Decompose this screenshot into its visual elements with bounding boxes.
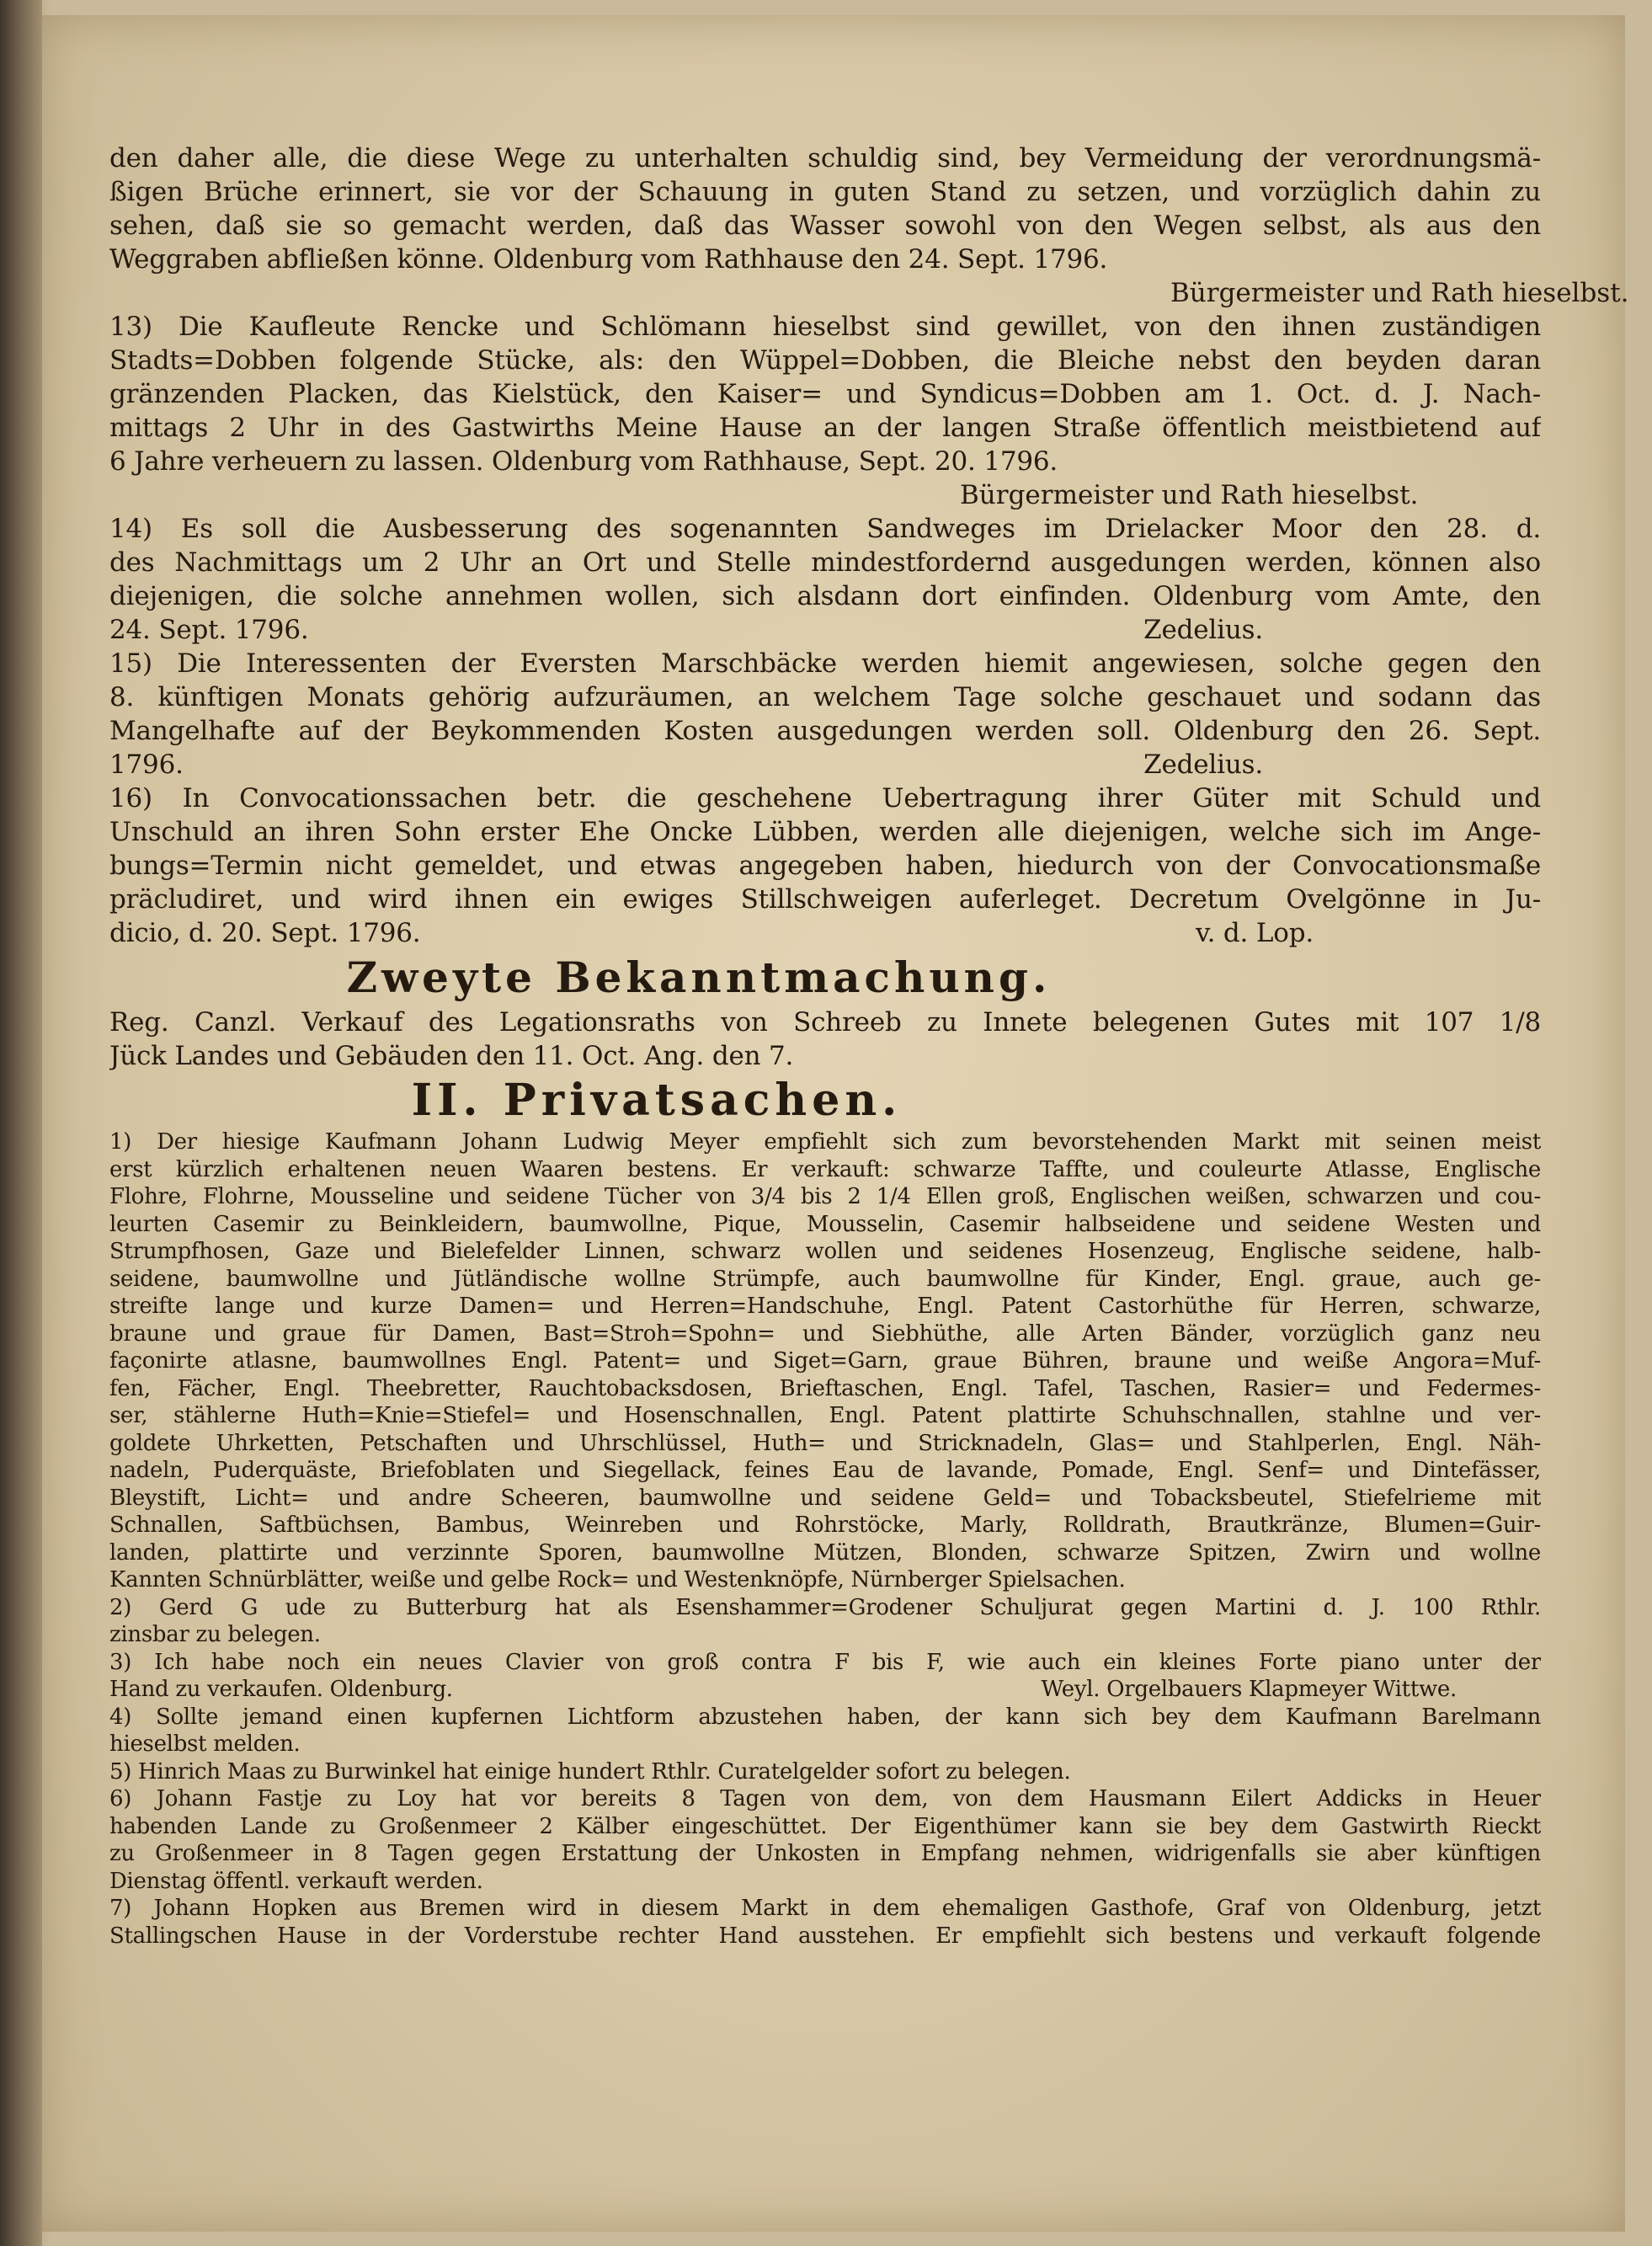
text-line: 14) Es soll die Ausbesserung des sogenannten Sandweges im Drielacker Moor den 28. d. xyxy=(109,514,1541,544)
signature: Weyl. Orgelbauers Klapmeyer Wittwe. xyxy=(1041,1677,1457,1702)
text-line: sehen, daß sie so gemacht werden, daß das Wasser sowohl von den Wegen selbst, als aus den xyxy=(109,211,1541,241)
private-item-6 xyxy=(109,1785,1541,1895)
text-line: Kannten Schnürblätter, weiße und gelbe Rock= und Westenknöpfe, Nürnberger Spielsachen. xyxy=(109,1567,1126,1592)
signature: Zedelius. xyxy=(1143,615,1263,645)
text-line: goldete Uhrketten, Petschaften und Uhrschlüssel, Huth= und Stricknadeln, Glas= und Stahlperlen, Engl. Näh- xyxy=(109,1430,1541,1456)
text-line: zu Großenmeer in 8 Tagen gegen Erstattung der Unkosten in Empfang nehmen, widrigenfalls sie aber künftigen xyxy=(109,1841,1541,1866)
text-line: hieselbst melden. xyxy=(109,1731,301,1757)
text-line: 1) Der hiesige Kaufmann Johann Ludwig Meyer empfiehlt sich zum bevorstehenden Markt mit seinen meist xyxy=(109,1129,1541,1155)
closing-line xyxy=(109,748,1541,782)
text-line: streifte lange und kurze Damen= und Herren=Handschuhe, Engl. Patent Castorhüthe für Herren, schwarze, xyxy=(109,1294,1541,1319)
text-line: Jück Landes und Gebäuden den 11. Oct. Ang. den 7. xyxy=(109,1041,794,1071)
signature: Zedelius. xyxy=(1143,750,1263,780)
book-spine xyxy=(0,0,42,2246)
notice-item-16 xyxy=(109,782,1541,950)
text-segment: Hand zu verkaufen. Oldenburg. xyxy=(109,1677,453,1702)
text-line: Mangelhafte auf der Beykommenden Kosten ausgedungen werden soll. Oldenburg den 26. Sept. xyxy=(109,716,1541,746)
private-item-4 xyxy=(109,1704,1541,1758)
text-line: nadeln, Puderquäste, Briefoblaten und Siegellack, feines Eau de lavande, Pomade, Engl. Senf= und Dintefässer, xyxy=(109,1458,1541,1483)
text-line: Stallingschen Hause in der Vorderstube rechter Hand ausstehen. Er empfiehlt sich bestens und verkauft folgende xyxy=(109,1923,1541,1949)
text-line: Dienstag öffentl. verkauft werden. xyxy=(109,1868,483,1894)
closing-line xyxy=(109,1676,1541,1704)
private-item-7 xyxy=(109,1895,1541,1950)
text-line: Flohre, Flohrne, Mousseline und seidene Tücher von 3/4 bis 2 1/4 Ellen groß, Englischen weißen, schwarzen und cou- xyxy=(109,1184,1541,1209)
text-line: Strumpfhosen, Gaze und Bielefelder Linnen, schwarz wollen und seidenes Hosenzeug, Englische seidene, halb- xyxy=(109,1239,1541,1264)
closing-line xyxy=(109,916,1541,950)
closing-line xyxy=(109,613,1541,647)
text-line: ser, stählerne Huth=Knie=Stiefel= und Hosenschnallen, Engl. Patent plattirte Schuhschnallen, stahlne und ver- xyxy=(109,1403,1541,1428)
text-line: diejenigen, die solche annehmen wollen, sich alsdann dort einfinden. Oldenburg vom Amte, den xyxy=(109,581,1541,611)
section-heading: Zweyte Bekanntmachung. xyxy=(346,952,1052,1002)
text-line: den daher alle, die diese Wege zu unterhalten schuldig sind, bey Vermeidung der verordnungsmä- xyxy=(109,143,1541,173)
text-line: bungs=Termin nicht gemeldet, und etwas angegeben haben, hiedurch von der Convocationsmaße xyxy=(109,851,1541,881)
signature: Bürgermeister und Rath hieselbst. xyxy=(960,480,1419,510)
section-privatsachen xyxy=(109,1073,1541,1950)
text-line: Reg. Canzl. Verkauf des Legationsraths von Schreeb zu Innete belegenen Gutes mit 107 1/8 xyxy=(109,1007,1541,1038)
text-line: 3) Ich habe noch ein neues Clavier von groß contra F bis F, wie auch ein kleines Forte piano unter der xyxy=(109,1649,1541,1675)
text-line: Weggraben abfließen könne. Oldenburg vom Rathhause den 24. Sept. 1796. xyxy=(109,244,1108,275)
text-line: habenden Lande zu Großenmeer 2 Kälber eingeschüttet. Der Eigenthümer kann sie bey dem Gastwirth Rieckt xyxy=(109,1813,1541,1839)
text-line: mittags 2 Uhr in des Gastwirths Meine Hause an der langen Straße öffentlich meistbietend auf xyxy=(109,413,1541,443)
text-line: Bleystift, Licht= und andre Scheeren, baumwollne und seidene Geld= und Tobacksbeutel, Stiefelrieme mit xyxy=(109,1485,1541,1511)
text-line: 6 Jahre verheuern zu lassen. Oldenburg vom Rathhause, Sept. 20. 1796. xyxy=(109,446,1058,477)
text-line: 13) Die Kaufleute Rencke und Schlömann hieselbst sind gewillet, von den ihnen zuständigen xyxy=(109,312,1541,342)
text-line: leurten Casemir zu Beinkleidern, baumwollne, Pique, Mousselin, Casemir halbseidene und seidene Westen und xyxy=(109,1211,1541,1237)
text-line: façonirte atlasne, baumwollnes Engl. Patent= und Siget=Garn, graue Bühren, braune und weiße Angora=Muf- xyxy=(109,1348,1541,1374)
signature: v. d. Lop. xyxy=(1195,918,1314,948)
intro-paragraph xyxy=(109,141,1629,310)
text-line: erst kürzlich erhaltenen neuen Waaren bestens. Er verkauft: schwarze Taffte, und couleurte Atlasse, Englische xyxy=(109,1156,1541,1182)
text-line: braune und graue für Damen, Bast=Stroh=Spohn= und Siebhüthe, alle Arten Bänder, vorzüglich ganz neu xyxy=(109,1320,1541,1347)
notice-item-14 xyxy=(109,512,1541,647)
text-line: seidene, baumwollne und Jütländische wollne Strümpfe, auch baumwollne für Kinder, Engl. graue, auch ge- xyxy=(109,1266,1541,1292)
private-item-2 xyxy=(109,1594,1541,1649)
document-page xyxy=(42,15,1629,2232)
text-line: landen, plattirte und verzinnte Sporen, baumwollne Mützen, Blonden, schwarze Spitzen, Zwirn und wollne xyxy=(109,1539,1541,1566)
text-line: 6) Johann Fastje zu Loy hat vor bereits 8 Tagen von dem, von dem Hausmann Eilert Addicks in Heuer xyxy=(109,1786,1541,1811)
text-line: präcludiret, und wird ihnen ein ewiges Stillschweigen auferleget. Decretum Ovelgönne in Ju- xyxy=(109,884,1541,915)
section-heading: II. Privatsachen. xyxy=(411,1075,903,1126)
text-line: 2) Gerd G ude zu Butterburg hat als Esenshammer=Grodener Schuljurat gegen Martini d. J. 100 Rthlr. xyxy=(109,1594,1541,1620)
date-text: dicio, d. 20. Sept. 1796. xyxy=(109,918,421,948)
text-line: Stadts=Dobben folgende Stücke, als: den Wüppel=Dobben, die Bleiche nebst den beyden daran xyxy=(109,345,1541,376)
text-line: gränzenden Placken, das Kielstück, den Kaiser= und Syndicus=Dobben am 1. Oct. d. J. Nach- xyxy=(109,379,1541,409)
private-item-1 xyxy=(109,1128,1541,1594)
section-zweyte-bekanntmachung xyxy=(109,950,1541,1073)
text-line: ßigen Brüche erinnert, sie vor der Schauung in guten Stand zu setzen, und vorzüglich dahin zu xyxy=(109,177,1541,207)
text-line: Unschuld an ihren Sohn erster Ehe Oncke Lübben, werden alle diejenigen, welche sich im Ange- xyxy=(109,817,1541,847)
text-line: 8. künftigen Monats gehörig aufzuräumen, an welchem Tage solche geschauet und sodann das xyxy=(109,682,1541,712)
text-line: Schnallen, Saftbüchsen, Bambus, Weinreben und Rohrstöcke, Marly, Rolldrath, Brautkränze, Blumen=Guir- xyxy=(109,1512,1541,1538)
date-text: 24. Sept. 1796. xyxy=(109,615,309,645)
private-item-5 xyxy=(109,1758,1541,1786)
signature: Bürgermeister und Rath hieselbst. xyxy=(1170,278,1629,308)
text-line: 7) Johann Hopken aus Bremen wird in diesem Markt in dem ehemaligen Gasthofe, Graf von Oldenburg, jetzt xyxy=(109,1896,1541,1921)
page-text xyxy=(109,141,1629,1950)
text-line: zinsbar zu belegen. xyxy=(109,1622,321,1647)
date-text: 1796. xyxy=(109,750,184,780)
text-line: 16) In Convocationssachen betr. die geschehene Uebertragung ihrer Güter mit Schuld und xyxy=(109,783,1541,814)
private-notices xyxy=(109,1128,1541,1950)
notice-item-13 xyxy=(109,310,1541,512)
private-item-3 xyxy=(109,1649,1541,1704)
notice-item-15 xyxy=(109,647,1541,782)
text-line: 4) Sollte jemand einen kupfernen Lichtform abzustehen haben, der kann sich bey dem Kaufmann Barelmann xyxy=(109,1704,1541,1730)
text-line: 15) Die Interessenten der Eversten Marschbäcke werden hiemit angewiesen, solche gegen den xyxy=(109,648,1541,679)
text-line: fen, Fächer, Engl. Theebretter, Rauchtobacksdosen, Brieftaschen, Engl. Tafel, Taschen, Rasier= und Federmes- xyxy=(109,1375,1541,1401)
text-line: des Nachmittags um 2 Uhr an Ort und Stelle mindestfordernd ausgedungen werden, können also xyxy=(109,547,1541,578)
text-line: 5) Hinrich Maas zu Burwinkel hat einige hundert Rthlr. Curatelgelder sofort zu belegen. xyxy=(109,1758,1071,1785)
